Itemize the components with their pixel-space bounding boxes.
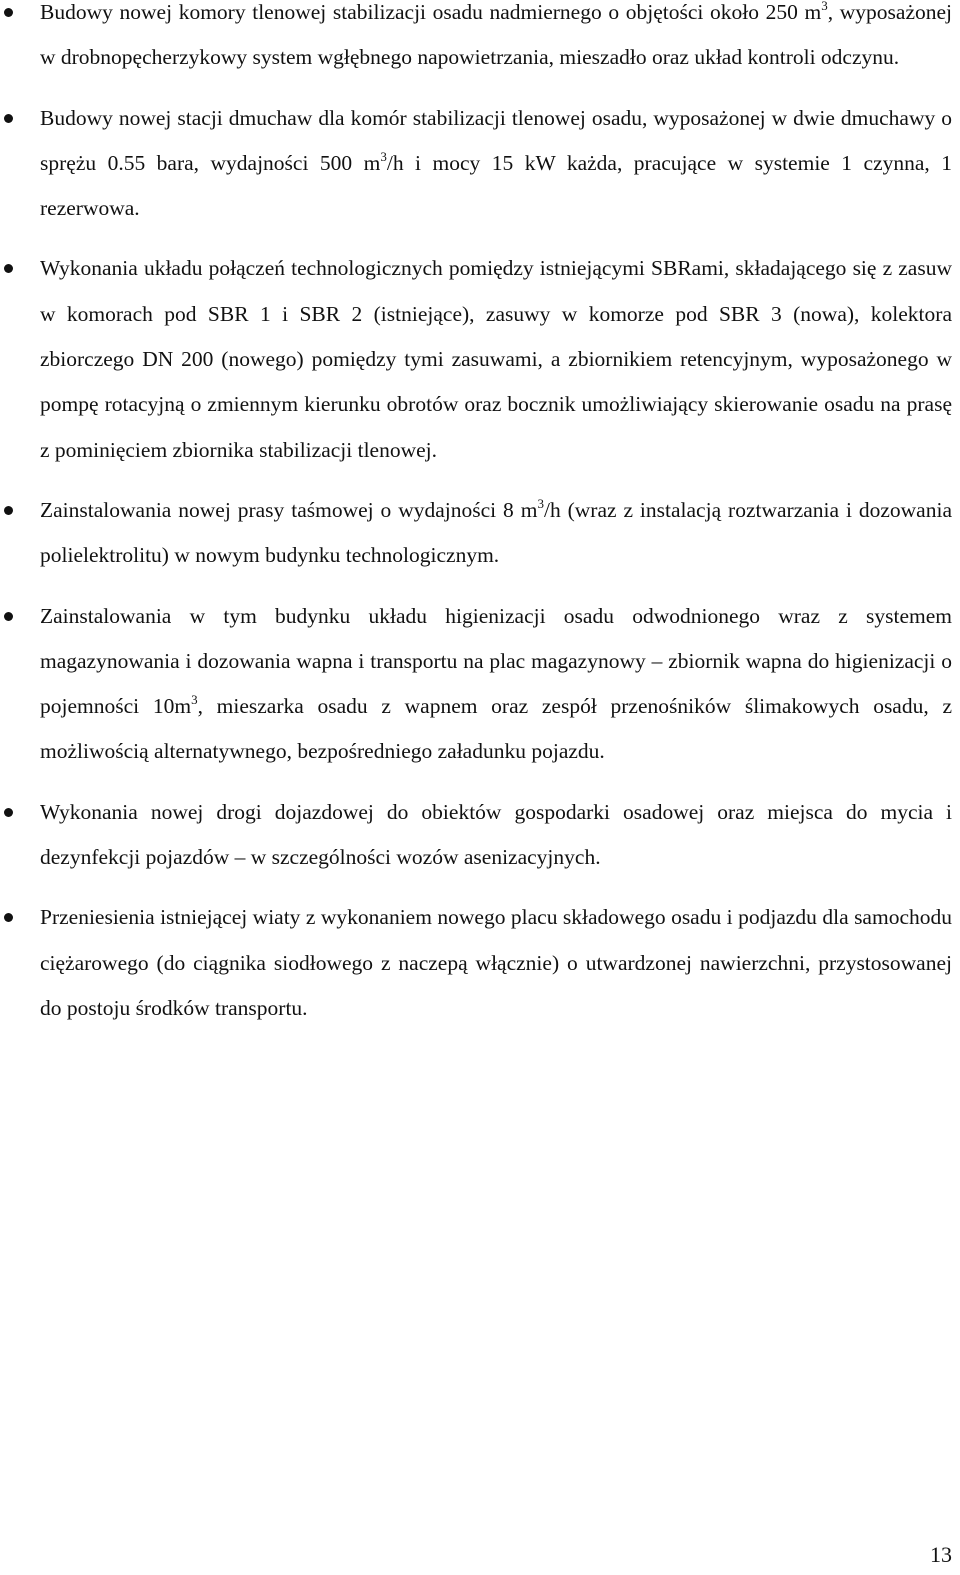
item-text: Budowy nowej stacji dmuchaw dla komór stabilizacji tlenowej osadu, wyposażonej w dwie dmuchawy o sprężu 0.55 bara, wydajności 500 m	[40, 105, 952, 175]
list-item	[0, 895, 960, 1031]
bullet-icon	[4, 506, 13, 515]
superscript: 3	[537, 495, 544, 511]
superscript: 3	[380, 148, 387, 164]
bullet-icon	[4, 808, 13, 817]
list-item	[0, 246, 960, 472]
item-text: Przeniesienia istniejącej wiaty z wykonaniem nowego placu składowego osadu i podjazdu dla samochodu ciężarowego (do ciągnika siodłowego z naczepą włącznie) o utwardzonej nawierzchni, przystosowanej do postoju środków transportu.	[40, 905, 952, 1020]
item-text-continued: , wyposażonej w drobnopęcherzykowy system wgłębnego napowietrzania, mieszadło oraz układ kontroli odczynu.	[40, 0, 952, 70]
page-number: 13	[930, 1542, 952, 1567]
list-item	[0, 594, 960, 775]
item-text: Zainstalowania w tym budynku układu higienizacji osadu odwodnionego wraz z systemem magazynowania i dozowania wapna i transportu na plac magazynowy – zbiornik wapna do higienizacji o pojemności 10m	[40, 603, 952, 719]
superscript: 3	[191, 692, 198, 708]
item-text: Wykonania układu połączeń technologicznych pomiędzy istniejącymi SBRami, składającego się z zasuw w komorach pod SBR 1 i SBR 2 (istniejące), zasuwy w komorze pod SBR 3 (nowa), kolektora zbiorczego DN 200 (nowego) pomiędzy tymi zasuwami, a zbiornikiem retencyjnym, wyposażonego w pompę rotacyjną o zmiennym kierunku obrotów oraz bocznik umożliwiający skierowanie osadu na prasę z pominięciem zbiornika stabilizacji tlenowej.	[40, 256, 952, 462]
list-item	[0, 96, 960, 232]
item-text-continued: , mieszarka osadu z wapnem oraz zespół przenośników ślimakowych osadu, z możliwością alternatywnego, bezpośredniego załadunku pojazdu.	[40, 694, 952, 764]
item-text-continued: /h i mocy 15 kW każda, pracujące w systemie 1 czynna, 1 rezerwowa.	[40, 150, 952, 221]
list-item	[0, 790, 960, 881]
item-text-continued: /h (wraz z instalacją roztwarzania i dozowania polielektrolitu) w nowym budynku technologicznym.	[40, 497, 952, 568]
bullet-icon	[4, 264, 13, 273]
item-text: Budowy nowej komory tlenowej stabilizacji osadu nadmiernego o objętości około 250 m	[40, 0, 822, 24]
item-text: Zainstalowania nowej prasy taśmowej o wydajności 8 m	[40, 497, 538, 522]
bullet-icon	[4, 8, 13, 17]
item-text: Wykonania nowej drogi dojazdowej do obiektów gospodarki osadowej oraz miejsca do mycia i dezynfekcji pojazdów – w szczególności wozów asenizacyjnych.	[40, 799, 952, 870]
bullet-icon	[4, 612, 13, 621]
superscript: 3	[821, 0, 828, 13]
list-item	[0, 488, 960, 579]
bullet-icon	[4, 114, 13, 123]
list-item	[0, 0, 960, 81]
bullet-icon	[4, 913, 13, 922]
